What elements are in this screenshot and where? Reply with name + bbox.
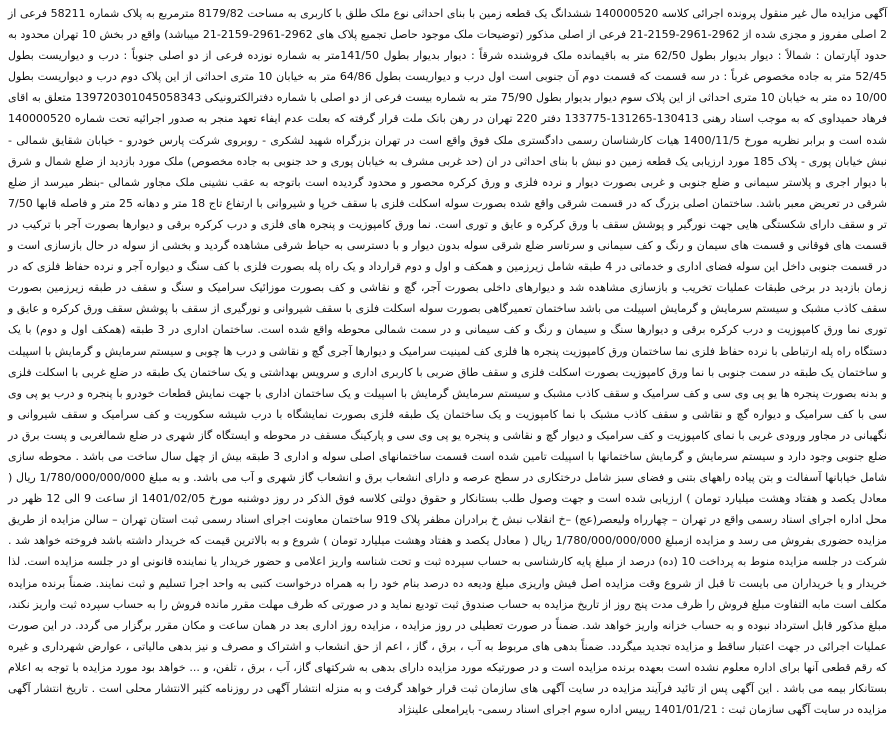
notice-body: آگهی مزایده مال غیر منقول پرونده اجرائی کلاسه 140000520 ششدانگ یک قطعه زمین با بنای احداثی نوع ملک طلق با کاربری به مساحت 8179/82 مترمربع به پلاک شماره 58211 فرعی از 2 اصلی مفروز و مجزی شده از 2962-2961-2159-21 فرعی از اصلی مذکور (توضیحات ملک موجود حاصل تجمیع پلاک های 2962-2961-2159-21 میباشد) واقع در بخش 10 تهران محدود به حدود آپارتمان : شمالاً : دیوار بدیوار بطول 62/50 متر به باقیمانده ملک فروشنده شرقاً : دیوار بدیوار بطول 141/50متر به شماره نوزده فرعی از دو اصلی جنوباً : درب و دیواریست بطول 52/45 متر به جاده مخصوص غرباً : در سه قسمت که قسمت دوم آن جنوبی است اول درب و دیواریست بطول 64/86 متر به خیابان 10 متری احداثی از این پلاک دوم درب و دیواریست بطول 10/00 ده متر به خیابان 10 متری احداثی از این پلاک سوم دیوار بدیوار بطول 75/90 متر به شماره بیست فرعی از دو اصلی با شماره دفترالکترونیکی 139720301045058343 متعلق به اقای فرهاد حمیداوی که به موجب اسناد رهنی 130413-131265-133775 دفتر 220 تهران در رهن بانک ملت قرار گرفته که بعلت عدم ایفاء تعهد منجر به صدور اجرائیه تحت شماره 140000520 شده است و برابر نظریه مورخ 1400/11/5 هیات کارشناسان رسمی دادگستری ملک فوق واقع است در تهران بزرگراه شهید لشکری - روبروی شرکت پارس خودرو - خیابان شقایق شمالی - نبش خیابان پوری - پلاک 185 مورد ارزیابی یک قطعه زمین دو نبش با بنای احداثی در ان (حد غربی مشرف به خیابان پوری و حد جنوبی به جاده مخصوص) ملک مورد بازدید از ضلع شمال و شرق با دیوار اجری و پلاستر سیمانی و ضلع جنوبی و غربی بصورت دیوار و نرده فلزی و ورق کرکره محصور و محدود گردیده است باتوجه به عقب نشینی ملک مجاور شمالی -بنظر میرسد از ضلع شرقی در تعریض معبر باشد. ساختمان اصلی بزرگ که در قسمت شرقی واقع شده بصورت سوله اسکلت فلزی با سقف خرپا و شیروانی با ارتفاع تاج 18 متر و دهانه 25 متر و فاصله قابها 7/50 تر و سقف دارای شکستگی هایی جهت نورگیر و پوشش سقف با ورق کرکره و عایق و توری است. نما ورق کامپوزیت و پنجره های فلزی و درب کرکره برقی و دیوارها بصورت آجر با ترکیب در قسمت های فوقانی و قسمت های سیمان و رنگ و کف سیمانی و سرتاسر ضلع شرقی سوله بدون دیوار و با دسترسی به حیاط شرقی مشاهده گردید و بخشی از سوله در حال بازسازی است و در قسمت جنوبی داخل این سوله فضای اداری و خدماتی در 4 طبقه شامل زیرزمین و همکف و اول و دوم قرارداد و یک راه پله بصورت فلزی با کف سنگ و دیواره آجر و نرده حفاظ فلزی که در زمان بازدید در برخی طبقات عملیات تخریب و بازسازی مشاهده شد و دیوارهای داخلی بصورت آجر، گچ و نقاشی و کف بصورت موزائیک سرامیک و سنگ و سقف در طبقه زیرزمین بصورت سقف کاذب مشبک و سیستم سرمایش و گرمایش اسپیلت می باشد ساختمان تعمیرگاهی بصورت سوله اسکلت فلزی با سقف شیروانی و نورگیری از سقف با پوشش سقف ورق کرکره و عایق و توری نما ورق کامپوزیت و درب کرکره برقی و دیوارها سنگ و سیمان و رنگ و کف سیمانی و در سمت شمالی محوطه واقع شده است. ساختمان اداری در 3 طبقه (همکف اول و دوم) با یک دستگاه راه پله ارتباطی با نرده حفاظ فلزی نما ساختمان ورق کامپوزیت پنجره ها فلزی کف لمینیت سرامیک و دیوارها آجری گچ و نقاشی و درب ها چوبی و سیستم سرمایش و گرمایش با اسپیلت و ساختمان یک طبقه در سمت جنوبی با نما ورق کامپوزیت بصورت اسکلت فلزی و سقف طاق ضربی با کاربری اداری و سرویس بهداشتی و یک ساختمان یک طبقه در ضلع غربی با اسکلت فلزی و بدنه بصورت پنجره ها یو پی وی سی و کف سرامیک و سقف کاذب مشبک و سیستم سرمایش گرمایش با اسپیلت و یک ساختمان اداری با جهت نمایش قطعات خودرو با پنجره و درب یو پی وی سی با کف سرامیک و دیواره گچ و نقاشی و سقف کاذب مشبک با نما کامپوزیت و یک ساختمان یک طبقه فلزی بصورت نمایشگاه با درب شیشه سکوریت و کف سرامیک و سقف شیروانی و نگهبانی در مجاور ورودی غربی با نمای کامپوزیت و کف سرامیک و دیوار گچ و نقاشی و پنجره یو پی وی سی و پارکینگ مسقف در محوطه و ایستگاه گاز شهری در ضلع شمالغربی و پست برق در ضلع جنوبی وجود دارد و سیستم سرمایش و گرمایش ساختمانها با اسپیلت تامین شده است قسمت ساختمانهای اصلی سوله و اداری 3 طبقه بیش از چهل سال ساخت می باشد . محوطه سازی شامل خیابانها آسفالت و بتن پیاده راههای بتنی و فضای سبز شامل درختکاری در سطح عرصه و دارای انشعاب برق و انشعاب گاز شهری و آب می باشد. و به مبلغ 1/780/000/000/000 ریال ( معادل یکصد و هفتاد وهشت میلیارد تومان ) ارزیابی شده است و جهت وصول طلب بستانکار و حقوق دولتی کلاسه فوق الذکر در روز دوشنبه مورخ 1401/02/05 از ساعت 9 الی 12 ظهر در محل اداره اجرای اسناد رسمی واقع در تهران – چهارراه ولیعصر(عج) –خ انقلاب نبش خ برادران مظفر پلاک 919 ساختمان معاونت اجرای اسناد رسمی ثبت استان تهران – سالن مزایده از طریق مزایده حضوری بفروش می رسد و مزایده ازمبلغ 1/780/000/000/000 ریال ( معادل یکصد و هفتاد وهشت میلیارد تومان ) شروع و به بالاترین قیمت که خریدار داشته باشد فروخته خواهد شد . شرکت در جلسه مزایده منوط به پرداخت 10 (ده) درصد از مبلغ پایه کارشناسی به حساب سپرده ثبت و تحت شناسه واریز اعلامی و حضور خریدار یا نماینده قانونی او در جلسه مزایده است. لذا خریدار و یا خریداران می بایست تا قبل از شروع وقت مزایده اصل فیش واریزی مبلغ ودیعه ده درصد بنام خود را به همراه درخواست کتبی به واحد اجرا تسلیم و ثبت نمایند. ضمناً برنده مزایده مکلف است مابه التفاوت مبلغ فروش را ظرف مدت پنج روز از تاریخ مزایده به حساب صندوق ثبت تودیع نماید و در صورتی که ظرف مهلت مقرر مانده فروش را به حساب سپرده ثبت واریز نکند، مبلغ مذکور قابل استرداد نبوده و به حساب خزانه واریز خواهد شد. ضمناً در صورت تعطیلی در روز مزایده ، مزایده روز اداری بعد در همان ساعت و مکان مقرر برگزار می گردد. در این صورت عملیات اجرائی در جهت اعتبار ساقط و مزایده تجدید میگردد. ضمناً بدهی های مربوط به آب ، برق ، گاز ، اعم از حق انشعاب و اشتراک و مصرف و نیز بدهی مالیاتی ، عوارض شهرداری و غیره که رقم قطعی آنها برای اداره معلوم نشده است بعهده برنده مزایده است و در صورتیکه مورد مزایده دارای بدهی به شرکتهای گاز، آب ، برق ، تلفن، و ... خواهد بود مورد مزایده با توجه به اعلام بستانکار بیمه می باشد . این آگهی پس از تائید فرآیند مزایده در سایت آگهی های سازمان ثبت قرار خواهد گرفت و به منزله انتشار آگهی در روزنامه کثیر الانتشار محلی است . تاریخ انتشار آگهی مزایده در سایت آگهی سازمان ثبت : 1401/01/21 رییس اداره سوم اجرای اسناد رسمی- بایرامعلی علینژاد: [8, 7, 888, 717]
